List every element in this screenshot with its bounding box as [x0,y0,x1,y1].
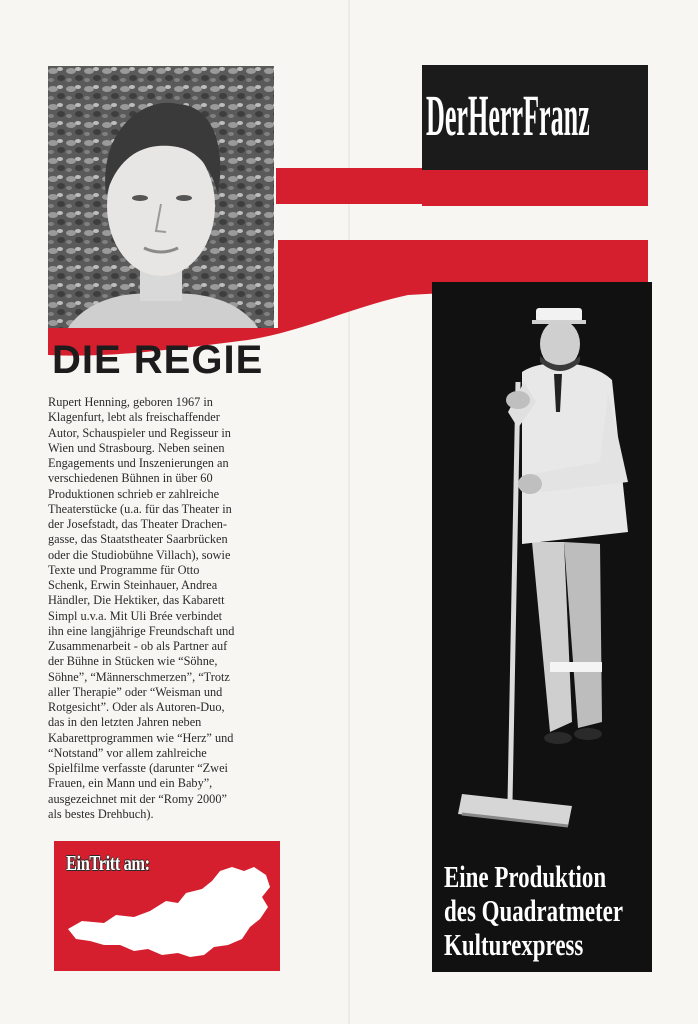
play-title: DerHerrFranz [426,83,590,148]
bio-line: als bestes Drehbuch). [48,806,154,821]
red-band-top-right [422,170,648,206]
production-line: Eine Produktion [444,859,607,894]
bio-line: Kabarettprogrammen wie “Herz” und [48,730,234,745]
director-portrait [48,66,274,328]
bio-line: Simpl u.v.a. Mit Uli Brée verbindet [48,608,223,623]
bio-line: der Bühne in Stücken wie “Söhne, [48,654,218,669]
bio-line: Klagenfurt, lebt als freischaffender [48,410,220,425]
red-band-top [276,168,422,204]
production-line: Kulturexpress [444,927,584,962]
bio-line: verschiedenen Bühnen in über 60 [48,471,213,486]
section-title: DIE REGIE [52,338,264,382]
bio-line: Schenk, Erwin Steinhauer, Andrea [48,578,218,592]
bio-line: Engagements und Inszenierungen an [48,456,229,470]
bio-line: oder die Studiobühne Villach), sowie [48,547,231,562]
bio-line: ihn eine langjährige Freundschaft und [48,623,235,638]
performer-photo-panel [432,282,652,972]
bio-line: der Josefstadt, das Theater Drachen- [48,517,228,531]
bio-line: Wien und Strasbourg. Neben seinen [48,440,225,455]
bio-line: Theaterstücke (u.a. für das Theater in [48,501,232,516]
austria-map-icon [54,841,280,971]
bio-line: Produktionen schrieb er zahlreiche [48,486,220,501]
bio-line: gasse, das Staatstheater Saarbrücken [48,532,228,547]
bio-line: Händler, Die Hektiker, das Kabarett [48,593,225,608]
biography-text [48,395,280,822]
bio-line: das in den letzten Jahren neben [48,715,202,730]
entry-label: EinTritt am: [66,851,150,875]
bio-line: Rotgesicht”. Oder als Autoren-Duo, [48,700,225,714]
bio-line: Frauen, ein Mann und ein Baby”, [48,776,213,791]
production-line: des Quadratmeter [444,893,624,928]
bio-line: Autor, Schauspieler und Regisseur in [48,425,231,440]
play-title-block [422,65,648,170]
bio-line: “Notstand” vor allem zahlreiche [48,745,207,760]
bio-line: Zusammenarbeit - ob als Partner auf [48,639,228,653]
bio-line: Rupert Henning, geboren 1967 in [48,395,213,409]
bio-line: Söhne”, “Männerschmerzen”, “Trotz [48,669,230,684]
entry-date-box [54,841,280,971]
fold-line [348,0,350,1024]
production-credit [444,859,624,962]
bio-line: Texte und Programme für Otto [48,562,200,577]
bio-line: ausgezeichnet mit der “Romy 2000” [48,791,227,806]
bio-line: aller Therapie” oder “Weisman und [48,684,223,699]
bio-line: Spielfilme verfasste (darunter “Zwei [48,761,228,775]
